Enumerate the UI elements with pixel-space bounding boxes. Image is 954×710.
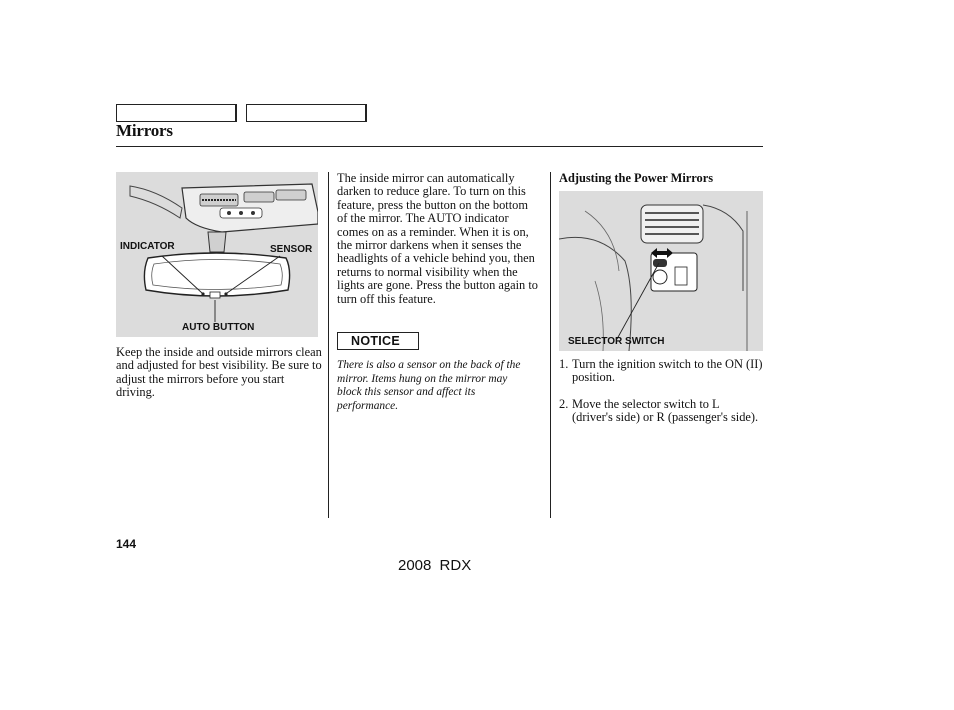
footer-model: 2008 RDX — [398, 557, 472, 574]
mirror-figure — [116, 172, 318, 337]
notice-label: NOTICE — [351, 334, 401, 348]
title-rule — [116, 146, 763, 147]
sensor-label: SENSOR — [270, 244, 313, 255]
selector-switch-label: SELECTOR SWITCH — [568, 336, 665, 347]
mirrors-intro-text: Keep the inside and outside mirrors clean and adjusted for best visibility. Be sure to adjust the mirrors before you start driving. — [116, 345, 322, 400]
page-number: 144 — [116, 537, 137, 551]
column-divider-1 — [328, 172, 329, 518]
column-divider-2 — [550, 172, 551, 518]
selector-switch-illustration — [559, 191, 763, 351]
power-mirrors-heading: Adjusting the Power Mirrors — [559, 171, 714, 185]
header-tab-2 — [246, 104, 367, 122]
selector-switch-figure — [559, 191, 763, 351]
page-title: Mirrors — [116, 121, 173, 140]
indicator-label: INDICATOR — [120, 241, 175, 252]
notice-text: There is also a sensor on the back of the mirror. Items hung on the mirror may block this sensor and affect its performance. — [337, 359, 521, 412]
step-2-number: 2. — [559, 397, 569, 411]
notice-box — [337, 332, 419, 350]
step-2-text: Move the selector switch to L (driver's side) or R (passenger's side). — [572, 397, 759, 425]
header-tab-1 — [116, 104, 237, 122]
auto-button-label: AUTO BUTTON — [182, 322, 255, 333]
step-1-number: 1. — [559, 357, 569, 371]
step-1 — [559, 358, 763, 385]
auto-dimming-text: The inside mirror can automatically darken to reduce glare. To turn on this feature, press the button on the bottom of the mirror. The AUTO indicator comes on as a reminder. When it is on, the mirror darkens when it senses the headlights of a vehicle behind you, then returns to normal visibility when the lights are gone. Press the button again to turn off this feature. — [337, 171, 538, 306]
step-2 — [559, 398, 763, 425]
step-1-text: Turn the ignition switch to the ON (II) position. — [572, 357, 763, 385]
